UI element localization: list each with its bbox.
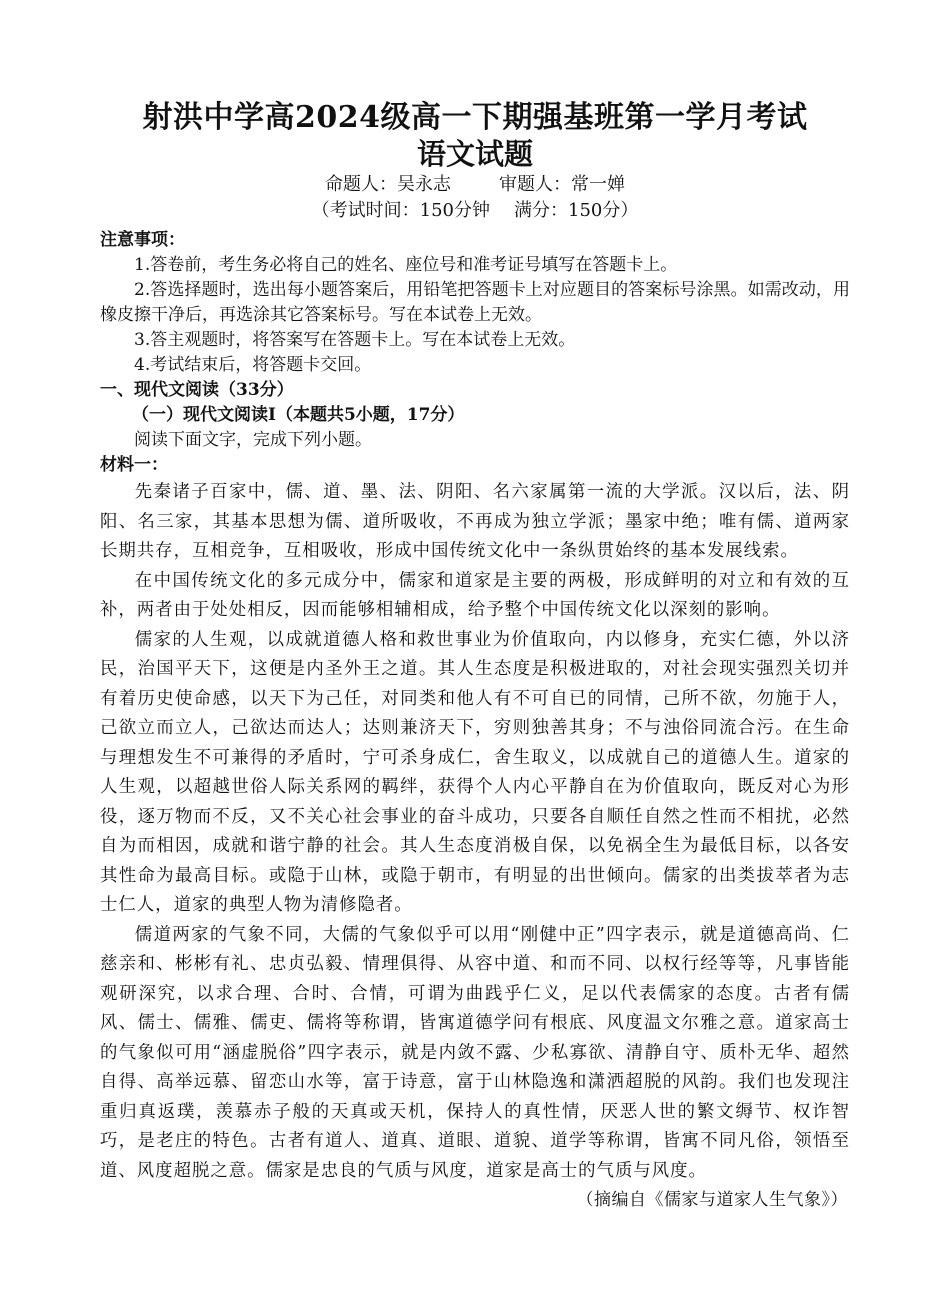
notice-block xyxy=(100,228,850,378)
notice-item: 2.答选择题时，选出每小题答案后，用铅笔把答题卡上对应题目的答案标号涂黑。如需改动，用橡皮擦干净后，再选涂其它答案标号。写在本试卷上无效。 xyxy=(100,280,850,325)
exam-info-line xyxy=(100,198,850,224)
material-text xyxy=(100,478,850,1186)
paragraph: 儒家的人生观，以成就道德人格和救世事业为价值取向，内以修身，充实仁德，外以济民，治国平天下，这便是内圣外王之道。其人生态度是积极进取的，对社会现实强烈关切并有着历史使命感，以天下为己任，对同类和他人有不可自已的同情，己所不欲，勿施于人，己欲立而立人，己欲达而达人；达则兼济天下，穷则独善其身；不与浊俗同流合污。在生命与理想发生不可兼得的矛盾时，宁可杀身成仁，舍生取义，以成就自己的道德人生。道家的人生观，以超越世俗人际关系网的羁绊，获得个人内心平静自在为价值取向，既反对心为形役，逐万物而不反，又不关心社会事业的奋斗成功，只要各自顺任自然之性而不相扰，必然自为而相因，成就和谐宁静的社会。其人生态度消极自保，以免祸全生为最低目标，以各安其性命为最高目标。或隐于山林，或隐于朝市，有明显的出世倾向。儒家的出类拔萃者为志士仁人，道家的典型人物为清修隐者。 xyxy=(100,629,850,915)
exam-subtitle: 语文试题 xyxy=(416,137,533,171)
reading-instruction: 阅读下面文字，完成下列小题。 xyxy=(134,430,372,450)
paragraph: 先秦诸子百家中，儒、道、墨、法、阴阳、名六家属第一流的大学派。汉以后，法、阴阳、名三家，其基本思想为儒、道所吸收，不再成为独立学派；墨家中绝；唯有儒、道两家长期共存，互相竞争，互相吸收，形成中国传统文化中一条纵贯始终的基本发展线索。 xyxy=(100,482,850,561)
time-text: （考试时间：150分钟 xyxy=(311,200,490,221)
source-citation: （摘编自《儒家与道家人生气象》） xyxy=(576,1190,848,1210)
paragraph: 儒道两家的气象不同，大儒的气象似乎可以用“刚健中正”四字表示，就是道德高尚、仁慈亲和、彬彬有礼、忠贞弘毅、情理俱得、从容中道、和而不同、以权行经等等，凡事皆能观研深究，以求合理、合时、合情，可谓为曲践乎仁义，足以代表儒家的态度。古者有儒风、儒士、儒雅、儒吏、儒将等称谓，皆寓道德学问有根底、风度温文尔雅之意。道家高士的气象似可用“涵虚脱俗”四字表示，就是内敛不露、少私寡欲、清静自守、质朴无华、超然自得、高举远慕、留恋山水等，富于诗意，富于山林隐逸和潇洒超脱的风韵。我们也发现注重归真返璞，羡慕赤子般的天真或天机，保持人的真性情，厌恶人世的繁文缛节、权诈智巧，是老庄的特色。古者有道人、道真、道眼、道貌、道学等称谓，皆寓不同凡俗，领悟至道、风度超脱之意。儒家是忠良的气质与风度，道家是高士的气质与风度。 xyxy=(100,924,850,1181)
reviewer-text: 审题人：常一婵 xyxy=(499,174,625,195)
author-text: 命题人：吴永志 xyxy=(325,174,451,195)
notice-item: 3.答主观题时，将答案写在答题卡上。写在本试卷上无效。 xyxy=(134,330,576,350)
exam-title: 射洪中学高2024级高一下期强基班第一学月考试 xyxy=(142,100,808,135)
material-label: 材料一： xyxy=(100,455,168,475)
notice-item: 1.答卷前，考生务必将自己的姓名、座位号和准考证号填写在答题卡上。 xyxy=(134,255,678,275)
subsection-heading: （一）现代文阅读Ⅰ（本题共5小题，17分） xyxy=(132,405,465,425)
score-text: 满分：150分） xyxy=(514,200,639,221)
authors-line xyxy=(100,172,850,198)
section-heading: 一、现代文阅读（33分） xyxy=(100,380,294,400)
paragraph: 在中国传统文化的多元成分中，儒家和道家是主要的两极，形成鲜明的对立和有效的互补，两者由于处处相反，因而能够相辅相成，给予整个中国传统文化以深刻的影响。 xyxy=(100,570,850,620)
notice-heading: 注意事项： xyxy=(100,230,185,250)
notice-item: 4.考试结束后，将答题卡交回。 xyxy=(134,355,372,375)
